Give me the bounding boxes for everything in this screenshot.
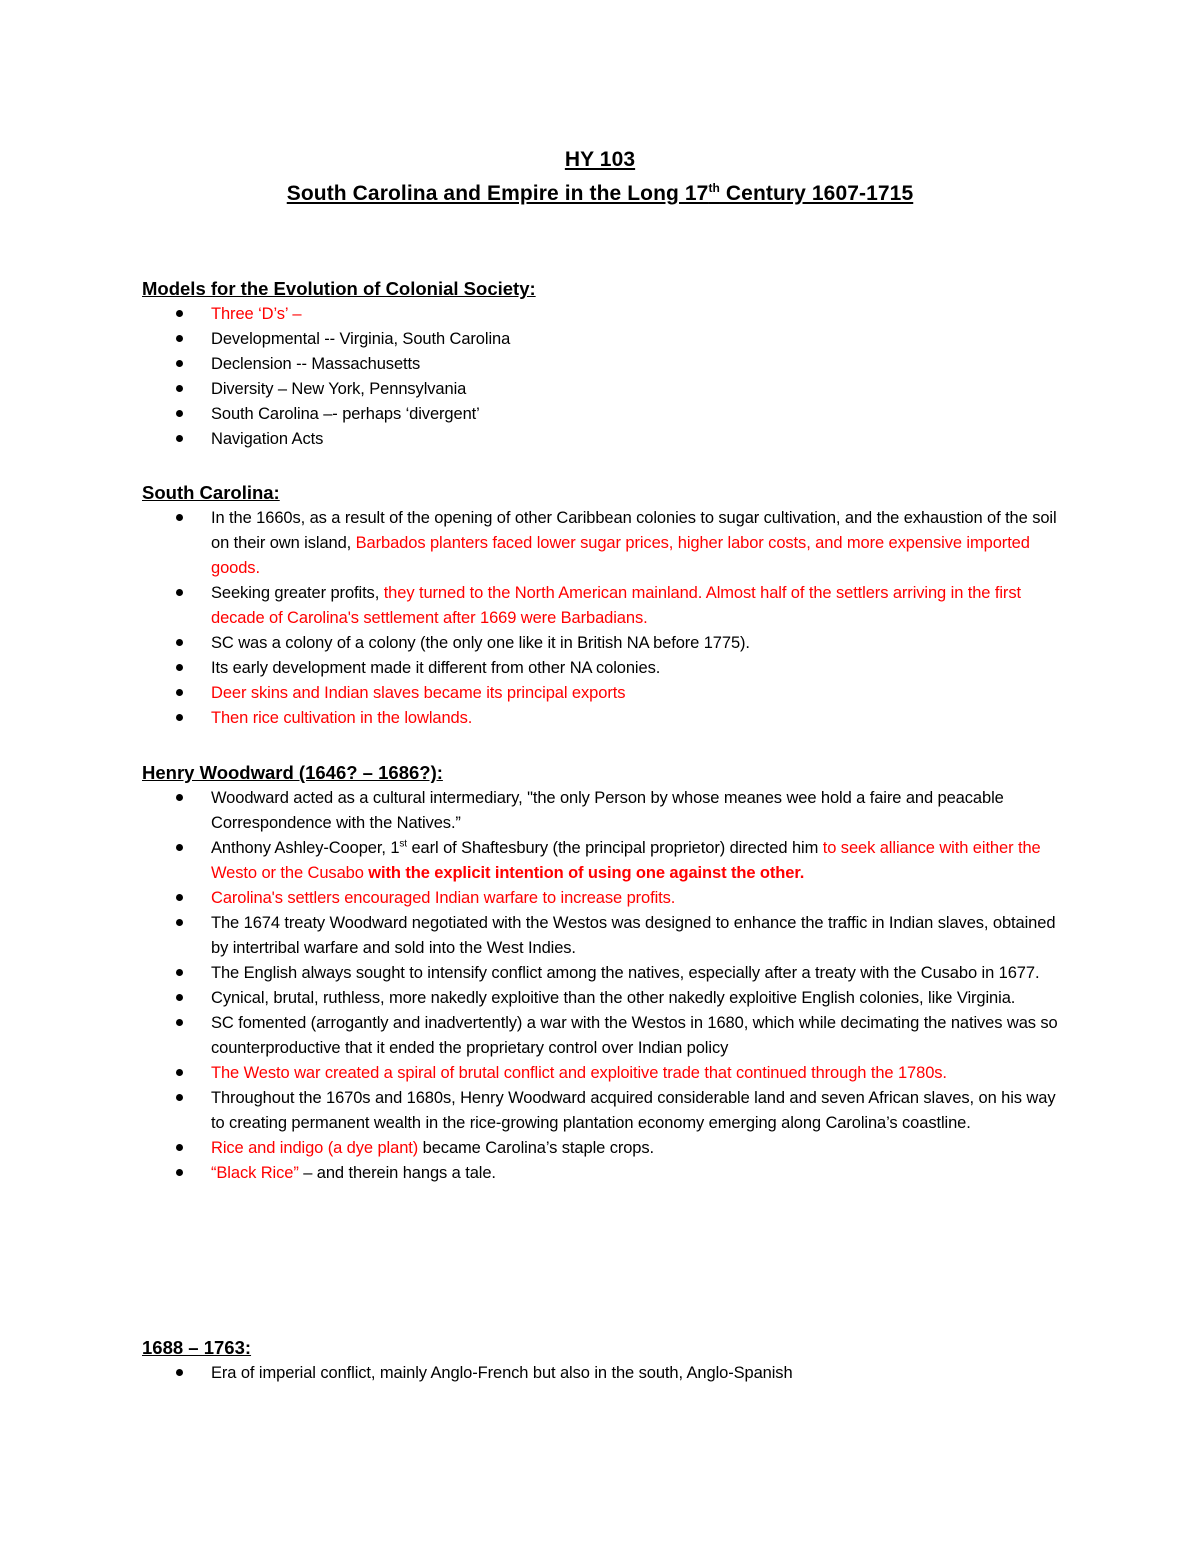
item-text: SC fomented (arrogantly and inadvertently) a war with the Westos in 1680, which while decimating the natives was so counterproductive that it ended the proprietary control over Indian policy <box>211 1014 1058 1057</box>
item-text: became Carolina’s staple crops. <box>418 1139 655 1157</box>
item-text-highlight: “Black Rice” <box>211 1164 299 1182</box>
list-item <box>142 886 1072 911</box>
item-text-highlight: Deer skins and Indian slaves became its principal exports <box>211 684 626 702</box>
list-item <box>142 786 1072 836</box>
bullet-icon <box>176 435 183 442</box>
item-text: Cynical, brutal, ruthless, more nakedly exploitive than the other nakedly exploitive English colonies, like Virginia. <box>211 989 1016 1007</box>
list-item <box>142 631 1072 656</box>
item-text: Era of imperial conflict, mainly Anglo-French but also in the south, Anglo-Spanish <box>211 1364 793 1382</box>
bullet-list <box>142 302 1072 452</box>
bullet-icon <box>176 1019 183 1026</box>
list-item <box>142 961 1072 986</box>
bullet-icon <box>176 1144 183 1151</box>
item-text: Navigation Acts <box>211 430 324 448</box>
item-text: In the 1660s, as a result of the opening of other Caribbean colonies to sugar cultivation, and the exhaustion of the soil on their own island, <box>211 509 1057 552</box>
section-era <box>142 1335 1072 1386</box>
bullet-icon <box>176 1069 183 1076</box>
subtitle-text-end: Century 1607-1715 <box>719 182 914 205</box>
course-code: HY 103 <box>564 148 636 171</box>
subtitle-text: South Carolina and Empire in the Long 17 <box>286 182 709 205</box>
document-title <box>0 143 1200 211</box>
item-text-highlight: they turned to the North American mainland. Almost half of the settlers arriving in the first decade of Carolina's settlement after 1669 were Barbadians. <box>211 584 1021 627</box>
list-item <box>142 352 1072 377</box>
item-text: The 1674 treaty Woodward negotiated with the Westos was designed to enhance the traffic in Indian slaves, obtained by intertribal warfare and sold into the West Indies. <box>211 914 1056 957</box>
list-item <box>142 986 1072 1011</box>
item-text: Three ‘D’s’ – <box>211 305 302 323</box>
item-text: South Carolina –- perhaps ‘divergent’ <box>211 405 480 423</box>
list-item <box>142 1086 1072 1136</box>
bullet-icon <box>176 410 183 417</box>
list-item <box>142 506 1072 581</box>
bullet-icon <box>176 664 183 671</box>
section-henry-woodward <box>142 760 1072 1186</box>
item-text-highlight-bold: with the explicit intention of using one against the other. <box>368 864 805 882</box>
list-item <box>142 581 1072 631</box>
bullet-icon <box>176 360 183 367</box>
section-models <box>142 276 1072 452</box>
bullet-list <box>142 786 1072 1186</box>
item-text: Throughout the 1670s and 1680s, Henry Woodward acquired considerable land and seven African slaves, on his way to creating permanent wealth in the rice-growing plantation economy emerging along Carolina’s coastline. <box>211 1089 1056 1132</box>
list-item <box>142 327 1072 352</box>
bullet-icon <box>176 844 183 851</box>
bullet-icon <box>176 385 183 392</box>
section-heading: 1688 – 1763: <box>142 1337 252 1358</box>
item-superscript: st <box>399 838 407 850</box>
bullet-icon <box>176 794 183 801</box>
bullet-icon <box>176 589 183 596</box>
bullet-icon <box>176 969 183 976</box>
item-text: Declension -- Massachusetts <box>211 355 421 373</box>
bullet-icon <box>176 894 183 901</box>
list-item <box>142 1136 1072 1161</box>
section-south-carolina <box>142 480 1072 731</box>
item-text-highlight: Carolina's settlers encouraged Indian warfare to increase profits. <box>211 889 676 907</box>
bullet-icon <box>176 1369 183 1376</box>
item-text: The English always sought to intensify conflict among the natives, especially after a treaty with the Cusabo in 1677. <box>211 964 1040 982</box>
list-item <box>142 302 1072 327</box>
list-item <box>142 402 1072 427</box>
bullet-icon <box>176 714 183 721</box>
list-item <box>142 1011 1072 1061</box>
list-item <box>142 1161 1072 1186</box>
section-heading: Henry Woodward (1646? – 1686?): <box>142 762 443 783</box>
bullet-icon <box>176 514 183 521</box>
bullet-icon <box>176 335 183 342</box>
item-text: Woodward acted as a cultural intermediary, "the only Person by whose meanes wee hold a faire and peacable Correspondence with the Natives.” <box>211 789 1004 832</box>
bullet-icon <box>176 689 183 696</box>
item-text-highlight: Barbados planters faced lower sugar prices, higher labor costs, and more expensive imported goods. <box>211 534 1030 577</box>
list-item <box>142 911 1072 961</box>
item-text-highlight: Then rice cultivation in the lowlands. <box>211 709 473 727</box>
list-item <box>142 706 1072 731</box>
bullet-icon <box>176 1169 183 1176</box>
bullet-icon <box>176 994 183 1001</box>
bullet-icon <box>176 1094 183 1101</box>
list-item <box>142 1361 1072 1386</box>
bullet-list <box>142 1361 1072 1386</box>
item-text: Developmental -- Virginia, South Carolina <box>211 330 511 348</box>
item-text: Diversity – New York, Pennsylvania <box>211 380 467 398</box>
item-text-highlight: Rice and indigo (a dye plant) <box>211 1139 419 1157</box>
item-text: Seeking greater profits, <box>211 584 384 602</box>
item-text-highlight: to seek alliance with either the Westo or the Cusabo <box>211 839 1041 882</box>
list-item <box>142 1061 1072 1086</box>
item-text-highlight: The Westo war created a spiral of brutal conflict and exploitive trade that continued through the 1780s. <box>211 1064 947 1082</box>
list-item <box>142 656 1072 681</box>
bullet-icon <box>176 639 183 646</box>
section-heading: South Carolina: <box>142 482 280 503</box>
list-item <box>142 377 1072 402</box>
section-heading: Models for the Evolution of Colonial Society: <box>142 278 536 299</box>
item-text: Its early development made it different from other NA colonies. <box>211 659 661 677</box>
document-subtitle <box>0 177 1200 211</box>
list-item <box>142 427 1072 452</box>
list-item <box>142 681 1072 706</box>
list-item <box>142 836 1072 886</box>
bullet-icon <box>176 919 183 926</box>
item-text: Anthony Ashley-Cooper, 1 <box>211 839 400 857</box>
bullet-list <box>142 506 1072 731</box>
item-text: SC was a colony of a colony (the only one like it in British NA before 1775). <box>211 634 750 652</box>
bullet-icon <box>176 310 183 317</box>
item-text: earl of Shaftesbury (the principal proprietor) directed him <box>406 839 823 857</box>
item-text: – and therein hangs a tale. <box>298 1164 496 1182</box>
subtitle-superscript: th <box>708 181 720 195</box>
